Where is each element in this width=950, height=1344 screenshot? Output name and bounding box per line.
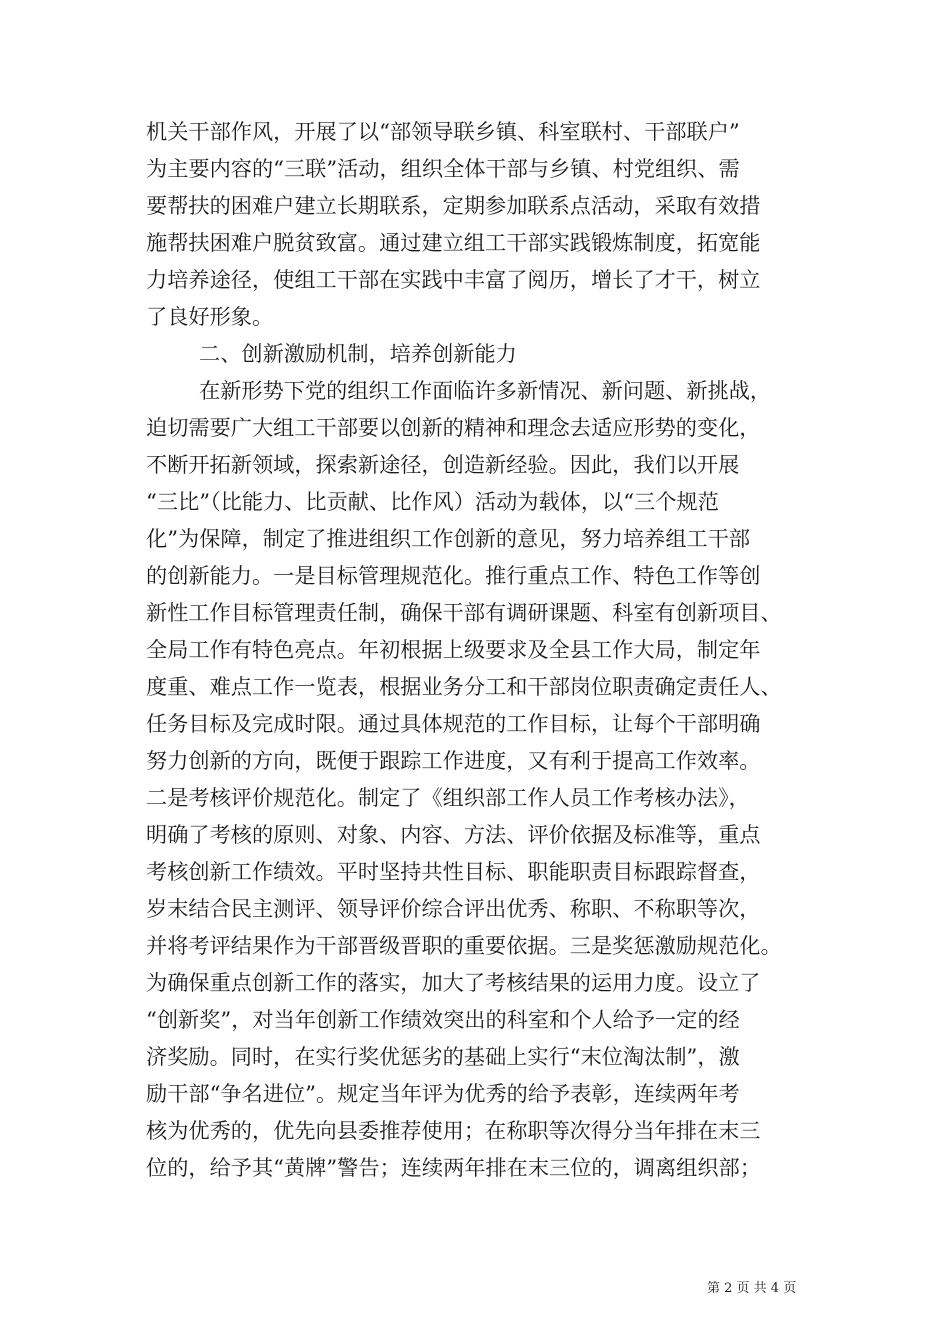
text-line: 并将考评结果作为干部晋级晋职的重要依据。三是奖惩激励规范化。 [146, 933, 782, 958]
text-line: 任务目标及完成时限。通过具体规范的工作目标，让每个干部明确 [146, 711, 761, 736]
text-line: 全局工作有特色亮点。年初根据上级要求及全县工作大局，制定年 [146, 637, 761, 662]
text-line: 化”为保障，制定了推进组织工作创新的意见，努力培养组工干部 [146, 526, 751, 551]
text-line: “创新奖”，对当年创新工作绩效突出的科室和个人给予一定的经 [146, 1007, 740, 1032]
text-line: 二是考核评价规范化。制定了《组织部工作人员工作考核办法》， [146, 785, 750, 810]
text-line: 为主要内容的“三联”活动，组织全体干部与乡镇、村党组织、需 [146, 156, 740, 181]
text-line: 核为优秀的，优先向县委推荐使用；在称职等次得分当年排在末三 [146, 1118, 761, 1143]
text-line: 的创新能力。一是目标管理规范化。推行重点工作、特色工作等创 [146, 563, 761, 588]
text-line: 明确了考核的原则、对象、内容、方法、评价依据及标准等，重点 [146, 822, 761, 847]
text-line: “三比”（比能力、比贡献、比作风）活动为载体，以“三个规范 [146, 489, 719, 514]
text-line: 努力创新的方向，既便于跟踪工作进度，又有利于提高工作效率。 [146, 748, 761, 773]
text-line: 在新形势下党的组织工作面临许多新情况、新问题、新挑战， [199, 378, 772, 403]
text-line: 力培养途径，使组工干部在实践中丰富了阅历，增长了才干，树立 [146, 267, 761, 292]
text-line: 了良好形象。 [146, 304, 274, 329]
text-line: 岁末结合民主测评、领导评价综合评出优秀、称职、不称职等次， [146, 896, 761, 921]
text-line: 二、创新激励机制，培养创新能力 [199, 341, 517, 366]
text-line: 位的，给予其“黄牌”警告；连续两年排在末三位的，调离组织部； [146, 1155, 761, 1180]
text-line: 迫切需要广大组工干部要以创新的精神和理念去适应形势的变化， [146, 415, 761, 440]
text-line: 新性工作目标管理责任制，确保干部有调研课题、科室有创新项目、 [146, 600, 782, 625]
body-text [146, 113, 826, 1186]
text-line: 度重、难点工作一览表，根据业务分工和干部岗位职责确定责任人、 [146, 674, 782, 699]
page-footer: 第 2 页 共 4 页 [707, 1281, 797, 1296]
text-line: 为确保重点创新工作的落实，加大了考核结果的运用力度。设立了 [146, 970, 761, 995]
text-line: 考核创新工作绩效。平时坚持共性目标、职能职责目标跟踪督查， [146, 859, 761, 884]
text-line: 不断开拓新领域，探索新途径，创造新经验。因此，我们以开展 [146, 452, 740, 477]
text-line: 要帮扶的困难户建立长期联系，定期参加联系点活动，采取有效措 [146, 193, 761, 218]
text-line: 施帮扶困难户脱贫致富。通过建立组工干部实践锻炼制度，拓宽能 [146, 230, 761, 255]
text-line: 励干部“争名进位”。规定当年评为优秀的给予表彰，连续两年考 [146, 1081, 740, 1106]
text-line: 机关干部作风，开展了以“部领导联乡镇、科室联村、干部联户” [146, 119, 740, 144]
text-line: 济奖励。同时，在实行奖优惩劣的基础上实行“末位淘汰制”，激 [146, 1044, 740, 1069]
